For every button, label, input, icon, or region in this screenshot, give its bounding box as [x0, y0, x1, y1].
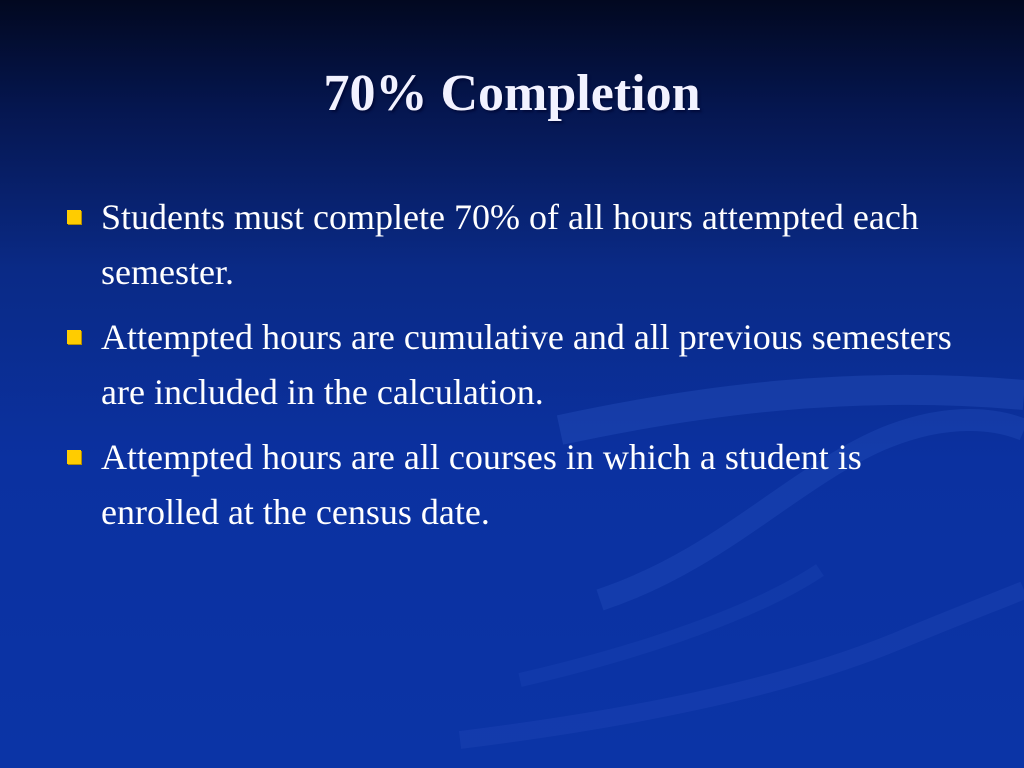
bullet-text: Attempted hours are all courses in which a student is enrolled at the census date.: [101, 437, 862, 532]
bullet-item: [64, 430, 984, 540]
bullet-list: [64, 190, 984, 550]
bullet-item: [64, 310, 984, 420]
square-bullet-icon: [67, 330, 81, 344]
square-bullet-icon: [67, 450, 81, 464]
bullet-text: Students must complete 70% of all hours attempted each semester.: [101, 197, 919, 292]
bullet-item: [64, 190, 984, 300]
square-bullet-icon: [67, 210, 81, 224]
bullet-text: Attempted hours are cumulative and all previous semesters are included in the calculation.: [101, 317, 952, 412]
slide-title: 70% Completion: [323, 65, 701, 122]
